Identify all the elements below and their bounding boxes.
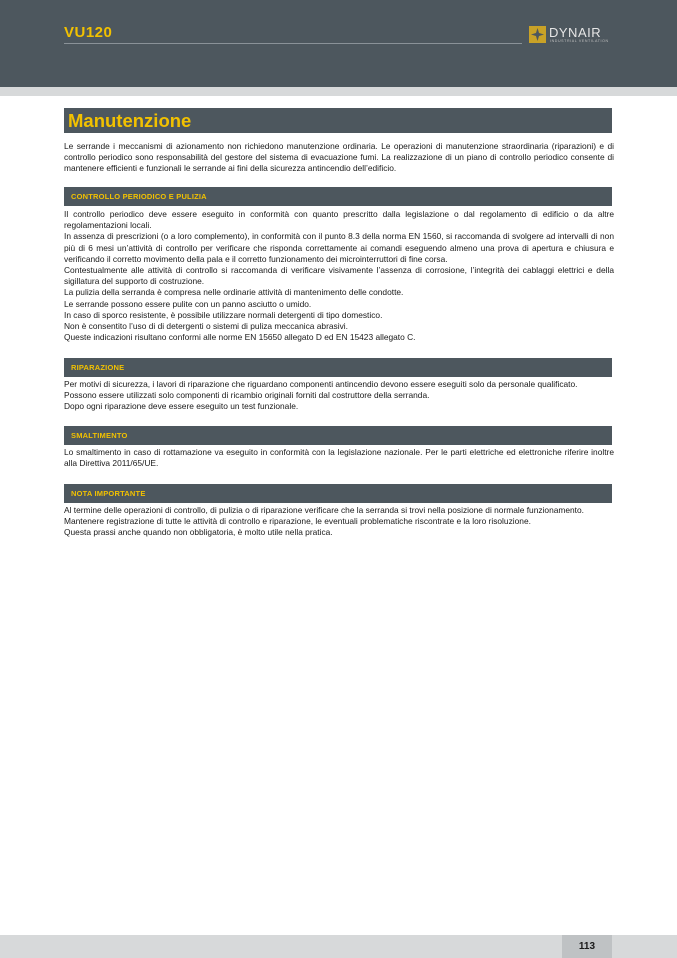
paragraph: Dopo ogni riparazione deve essere eseguito un test funzionale. xyxy=(64,401,299,412)
paragraph: Possono essere utilizzati solo componenti di ricambio originali forniti dal costruttore della serranda. xyxy=(64,390,430,401)
paragraph: In assenza di prescrizioni (o a loro complemento), in conformità con il punto 8.3 della norma EN 1560, si raccomanda di svolgere ad intervalli di non più di 6 mesi un’attività di controllo per verificare che risponda correttamente ai comandi eseguendo almeno una prova di apertura e chiusura e verificando il corretto movimento della pala e il corretto funzionamento dei microinterruttori di fine corsa. xyxy=(64,231,614,264)
section-title-bar xyxy=(64,108,612,133)
paragraph: Questa prassi anche quando non obbligatoria, è molto utile nella pratica. xyxy=(64,527,333,538)
paragraph: Lo smaltimento in caso di rottamazione va eseguito in conformità con la legislazione nazionale. Per le parti elettriche ed elettroniche riferire inoltre alla Direttiva 2011/65/UE. xyxy=(64,447,614,469)
paragraph: In caso di sporco resistente, è possibile utilizzare normali detergenti di tipo domestico. xyxy=(64,309,383,320)
subheading-nota-importante xyxy=(64,484,612,503)
section-title: Manutenzione xyxy=(68,110,192,131)
intro-paragraph: Le serrande i meccanismi di azionamento non richiedono manutenzione ordinaria. Le operazioni di manutenzione straordinaria (riparazioni) e di controllo periodico sono responsabilità del gestore del sistema di evacuazione fumi. La realizzazione di un piano di controllo periodico consente di mantenere efficienti e funzionali le serrande ai fini della sicurezza antincendio dell’edificio. xyxy=(64,141,614,174)
paragraph: Per motivi di sicurezza, i lavori di riparazione che riguardano componenti antincendio devono essere eseguiti solo da personale qualificato. xyxy=(64,379,578,389)
logo-mark-icon xyxy=(529,26,546,43)
page-number: 113 xyxy=(562,935,612,958)
subheading-riparazione xyxy=(64,358,612,377)
logo-wordmark: DYNAIR xyxy=(549,25,602,40)
section-riparazione-body xyxy=(64,379,614,413)
paragraph: Non è consentito l’uso di di detergenti o sistemi di puliza meccanica abrasivi. xyxy=(64,321,348,332)
logo-tagline: INDUSTRIAL VENTILATION xyxy=(550,39,609,43)
subheading-controllo xyxy=(64,187,612,206)
subheading-label: CONTROLLO PERIODICO E PULIZIA xyxy=(71,192,207,201)
paragraph: Il controllo periodico deve essere eseguito in conformità con quanto prescritto dalla legislazione o dal regolamento di edificio o da altre regolamentazioni locali. xyxy=(64,209,614,231)
dynair-logo xyxy=(529,25,621,45)
subheading-label: RIPARAZIONE xyxy=(71,363,125,372)
subheading-label: NOTA IMPORTANTE xyxy=(71,489,146,498)
paragraph: Contestualmente alle attività di controllo si raccomanda di verificare visivamente l’assenza di corrosione, l’integrità dei cablaggi elettrici e della sigillatura del supporto di costruzione. xyxy=(64,265,614,287)
section-nota-body xyxy=(64,505,614,539)
section-controllo-body xyxy=(64,209,614,343)
paragraph: Mantenere registrazione di tutte le attività di controllo e riparazione, le eventuali problematiche riscontrate e la loro risoluzione. xyxy=(64,516,531,527)
paragraph: La pulizia della serranda è compresa nelle ordinarie attività di mantenimento delle condotte. xyxy=(64,287,404,298)
section-smaltimento-body xyxy=(64,447,614,469)
paragraph: Le serrande possono essere pulite con un panno asciutto o umido. xyxy=(64,298,312,309)
header-divider xyxy=(64,43,522,44)
subheading-smaltimento xyxy=(64,426,612,445)
header-band xyxy=(0,87,677,96)
subheading-label: SMALTIMENTO xyxy=(71,431,128,440)
paragraph: Al termine delle operazioni di controllo, di pulizia o di riparazione verificare che la serranda si trovi nella posizione di normale funzionamento. xyxy=(64,505,584,515)
page-header xyxy=(0,0,677,87)
paragraph: Queste indicazioni risultano conformi alle norme EN 15650 allegato D ed EN 15423 allegato C. xyxy=(64,332,416,343)
product-code: VU120 xyxy=(64,24,113,41)
